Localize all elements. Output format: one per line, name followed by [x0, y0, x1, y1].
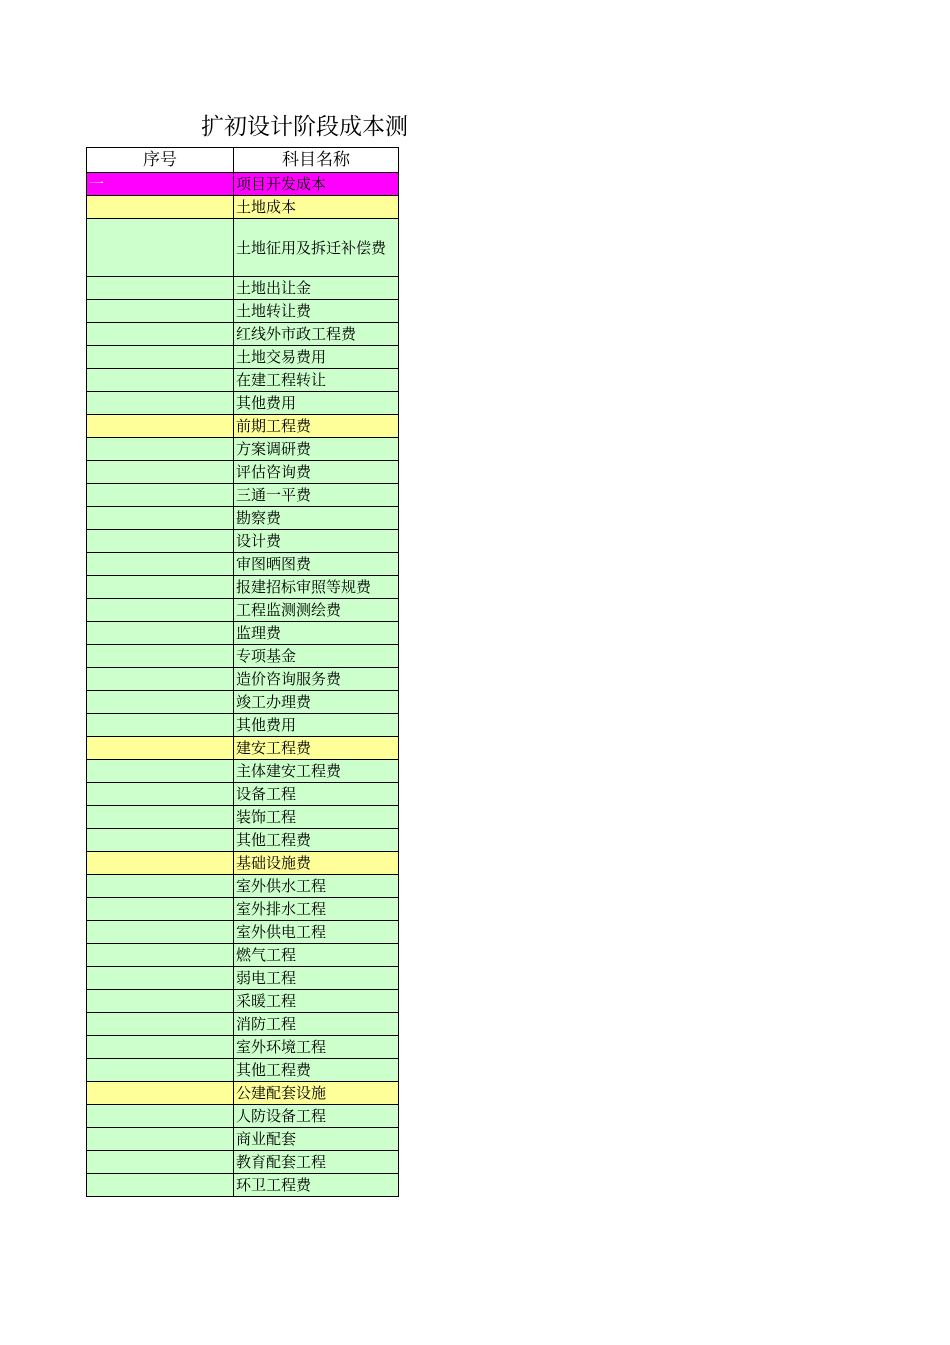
- item-name-cell[interactable]: 报建招标审照等规费: [234, 576, 399, 599]
- table-row: [87, 691, 399, 714]
- seq-cell[interactable]: [87, 990, 234, 1013]
- item-name-cell[interactable]: 项目开发成本: [234, 173, 399, 196]
- cost-table: [86, 147, 399, 1197]
- table-row: [87, 507, 399, 530]
- item-name-cell[interactable]: 其他工程费: [234, 1059, 399, 1082]
- seq-cell[interactable]: [87, 783, 234, 806]
- table-row: [87, 1174, 399, 1197]
- item-name-cell[interactable]: 弱电工程: [234, 967, 399, 990]
- table-row: [87, 277, 399, 300]
- item-name-cell[interactable]: 其他费用: [234, 714, 399, 737]
- seq-cell[interactable]: [87, 1036, 234, 1059]
- table-row: [87, 645, 399, 668]
- table-row: [87, 1013, 399, 1036]
- table-row: [87, 875, 399, 898]
- header-item-name[interactable]: 科目名称: [234, 148, 399, 173]
- table-row: [87, 783, 399, 806]
- table-row: [87, 806, 399, 829]
- table-row: [87, 852, 399, 875]
- seq-cell[interactable]: [87, 714, 234, 737]
- item-name-cell[interactable]: 工程监测测绘费: [234, 599, 399, 622]
- seq-cell[interactable]: [87, 1082, 234, 1105]
- item-name-cell[interactable]: 土地征用及拆迁补偿费: [234, 219, 399, 277]
- table-row: [87, 1151, 399, 1174]
- table-row: [87, 438, 399, 461]
- seq-cell[interactable]: [87, 898, 234, 921]
- seq-cell[interactable]: [87, 1151, 234, 1174]
- table-row: [87, 944, 399, 967]
- table-header-row: [87, 148, 399, 173]
- item-name-cell[interactable]: 三通一平费: [234, 484, 399, 507]
- seq-cell[interactable]: [87, 553, 234, 576]
- item-name-cell[interactable]: 其他费用: [234, 392, 399, 415]
- table-row: [87, 990, 399, 1013]
- seq-cell[interactable]: [87, 346, 234, 369]
- item-name-cell[interactable]: 造价咨询服务费: [234, 668, 399, 691]
- item-name-cell[interactable]: 设备工程: [234, 783, 399, 806]
- table-row: [87, 1128, 399, 1151]
- seq-cell[interactable]: [87, 806, 234, 829]
- item-name-cell[interactable]: 专项基金: [234, 645, 399, 668]
- seq-cell[interactable]: [87, 645, 234, 668]
- table-row: [87, 196, 399, 219]
- seq-cell[interactable]: [87, 921, 234, 944]
- item-name-cell[interactable]: 装饰工程: [234, 806, 399, 829]
- item-name-cell[interactable]: 红线外市政工程费: [234, 323, 399, 346]
- table-row: [87, 369, 399, 392]
- table-row: [87, 1036, 399, 1059]
- item-name-cell[interactable]: 环卫工程费: [234, 1174, 399, 1197]
- table-row: [87, 323, 399, 346]
- table-row: [87, 760, 399, 783]
- item-name-cell[interactable]: 方案调研费: [234, 438, 399, 461]
- item-name-cell[interactable]: 室外环境工程: [234, 1036, 399, 1059]
- item-name-cell[interactable]: 审图晒图费: [234, 553, 399, 576]
- seq-cell[interactable]: [87, 875, 234, 898]
- table-row: [87, 576, 399, 599]
- seq-cell[interactable]: [87, 507, 234, 530]
- item-name-cell[interactable]: 商业配套: [234, 1128, 399, 1151]
- item-name-cell[interactable]: 土地成本: [234, 196, 399, 219]
- item-name-cell[interactable]: 监理费: [234, 622, 399, 645]
- table-row: [87, 622, 399, 645]
- seq-cell[interactable]: [87, 1174, 234, 1197]
- seq-cell[interactable]: [87, 944, 234, 967]
- seq-cell[interactable]: [87, 1105, 234, 1128]
- seq-cell[interactable]: [87, 277, 234, 300]
- item-name-cell[interactable]: 采暖工程: [234, 990, 399, 1013]
- table-row: [87, 346, 399, 369]
- seq-cell[interactable]: [87, 438, 234, 461]
- item-name-cell[interactable]: 建安工程费: [234, 737, 399, 760]
- table-row: [87, 668, 399, 691]
- item-name-cell[interactable]: 土地出让金: [234, 277, 399, 300]
- item-name-cell[interactable]: 人防设备工程: [234, 1105, 399, 1128]
- item-name-cell[interactable]: 设计费: [234, 530, 399, 553]
- table-row: [87, 553, 399, 576]
- item-name-cell[interactable]: 主体建安工程费: [234, 760, 399, 783]
- table-row: [87, 530, 399, 553]
- seq-cell[interactable]: [87, 691, 234, 714]
- item-name-cell[interactable]: 公建配套设施: [234, 1082, 399, 1105]
- table-row: [87, 967, 399, 990]
- item-name-cell[interactable]: 室外供水工程: [234, 875, 399, 898]
- table-row: [87, 1105, 399, 1128]
- table-row: [87, 599, 399, 622]
- seq-cell[interactable]: [87, 1013, 234, 1036]
- table-row: [87, 1082, 399, 1105]
- seq-cell[interactable]: [87, 1128, 234, 1151]
- item-name-cell[interactable]: 土地转让费: [234, 300, 399, 323]
- seq-cell[interactable]: [87, 1059, 234, 1082]
- table-row: [87, 921, 399, 944]
- seq-cell[interactable]: [87, 323, 234, 346]
- table-row: [87, 219, 399, 277]
- table-row: [87, 829, 399, 852]
- item-name-cell[interactable]: 竣工办理费: [234, 691, 399, 714]
- seq-cell[interactable]: [87, 392, 234, 415]
- item-name-cell[interactable]: 土地交易费用: [234, 346, 399, 369]
- table-row: [87, 484, 399, 507]
- item-name-cell[interactable]: 室外供电工程: [234, 921, 399, 944]
- seq-cell[interactable]: [87, 300, 234, 323]
- item-name-cell[interactable]: 消防工程: [234, 1013, 399, 1036]
- seq-cell[interactable]: [87, 668, 234, 691]
- item-name-cell[interactable]: 基础设施费: [234, 852, 399, 875]
- seq-cell[interactable]: [87, 576, 234, 599]
- item-name-cell[interactable]: 勘察费: [234, 507, 399, 530]
- seq-cell[interactable]: [87, 622, 234, 645]
- table-row: [87, 1059, 399, 1082]
- seq-cell[interactable]: [87, 967, 234, 990]
- table-row: [87, 300, 399, 323]
- seq-cell[interactable]: [87, 760, 234, 783]
- table-row: [87, 415, 399, 438]
- seq-cell[interactable]: [87, 484, 234, 507]
- item-name-cell[interactable]: 其他工程费: [234, 829, 399, 852]
- table-row: [87, 392, 399, 415]
- seq-cell[interactable]: [87, 852, 234, 875]
- sheet-title: 扩初设计阶段成本测: [201, 114, 408, 140]
- table-row: [87, 173, 399, 196]
- item-name-cell[interactable]: 评估咨询费: [234, 461, 399, 484]
- seq-cell[interactable]: [87, 415, 234, 438]
- table-row: [87, 461, 399, 484]
- table-row: [87, 898, 399, 921]
- item-name-cell[interactable]: 教育配套工程: [234, 1151, 399, 1174]
- seq-cell[interactable]: [87, 599, 234, 622]
- seq-cell[interactable]: [87, 219, 234, 277]
- seq-cell[interactable]: [87, 369, 234, 392]
- table-row: [87, 737, 399, 760]
- seq-cell[interactable]: [87, 829, 234, 852]
- item-name-cell[interactable]: 室外排水工程: [234, 898, 399, 921]
- item-name-cell[interactable]: 燃气工程: [234, 944, 399, 967]
- seq-cell[interactable]: [87, 196, 234, 219]
- table-row: [87, 714, 399, 737]
- seq-cell[interactable]: [87, 461, 234, 484]
- seq-cell[interactable]: 一: [87, 173, 234, 196]
- seq-cell[interactable]: [87, 530, 234, 553]
- header-seq[interactable]: 序号: [87, 148, 234, 173]
- seq-cell[interactable]: [87, 737, 234, 760]
- item-name-cell[interactable]: 在建工程转让: [234, 369, 399, 392]
- item-name-cell[interactable]: 前期工程费: [234, 415, 399, 438]
